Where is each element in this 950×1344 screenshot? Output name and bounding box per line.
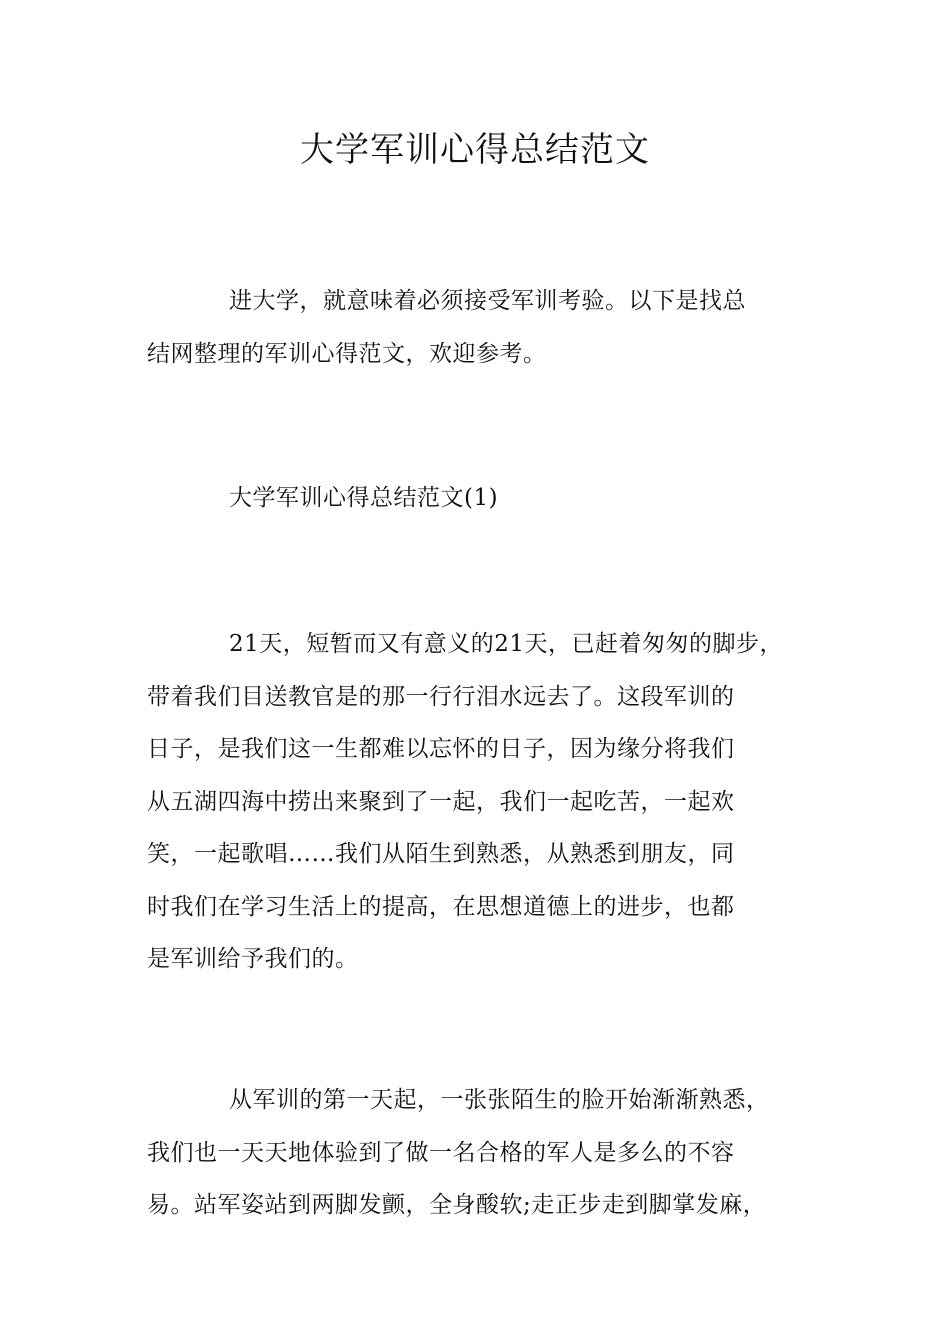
body1-line-2: 带着我们目送教官是的那一行行泪水远去了。这段军训的 [147,683,735,710]
section-subtitle [147,472,819,525]
body2-line-1: 从军训的第一天起，一张张陌生的脸开始渐渐熟悉， [229,1087,770,1113]
body1-line-4: 从五湖四海中捞出来聚到了一起，我们一起吃苦，一起欢 [147,788,735,815]
body-paragraph-2 [147,1074,819,1232]
body2-line-2: 我们也一天天地体验到了做一名合格的军人是多么的不容 [147,1139,735,1166]
document-title: 大学军训心得总结范文 [300,130,650,170]
section-subtitle-text: 大学军训心得总结范文(1) [229,485,499,511]
body-paragraph-1 [147,618,819,986]
body1-line-1: 21天，短暂而又有意义的21天，已赶着匆匆的脚步， [229,631,784,657]
intro-line-1: 进大学，就意味着必须接受军训考验。以下是找总 [229,288,746,314]
intro-paragraph [147,275,819,380]
body1-line-7: 是军训给予我们的。 [147,946,359,972]
body1-line-5: 笑，一起歌唱……我们从陌生到熟悉，从熟悉到朋友，同 [147,841,735,867]
intro-line-2: 结网整理的军训心得范文，欢迎参考。 [147,340,547,367]
body1-line-3: 日子，是我们这一生都难以忘怀的日子，因为缘分将我们 [147,736,735,762]
body1-line-6: 时我们在学习生活上的提高，在思想道德上的进步，也都 [147,893,735,920]
body2-line-3: 易。站军姿站到两脚发颤，全身酸软;走正步走到脚掌发麻， [147,1192,767,1218]
